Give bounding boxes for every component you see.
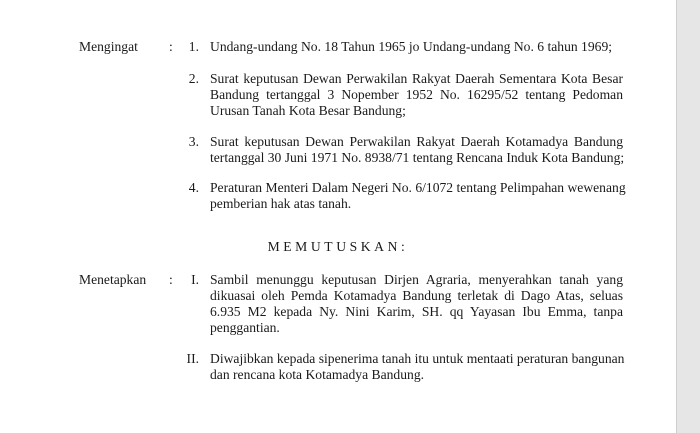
menetapkan-colon: :: [169, 272, 173, 287]
item-text-line: 6.935 M2 kepada Ny. Nini Karim, SH. qq Yayasan Ibu Emma, tanpa: [210, 304, 623, 319]
item-text-line: Surat keputusan Dewan Perwakilan Rakyat Daerah Sementara Kota Besar: [210, 71, 623, 86]
item-text-line: Surat keputusan Dewan Perwakilan Rakyat Daerah Kotamadya Bandung: [210, 134, 623, 149]
item-text-line: dan rencana kota Kotamadya Bandung.: [210, 367, 425, 382]
item-text-line: penggantian.: [210, 320, 280, 335]
item-text-line: Diwajibkan kepada sipenerima tanah itu untuk mentaati peraturan bangunan: [210, 351, 625, 366]
item-number: 1.: [188, 39, 199, 54]
item-number: 3.: [188, 134, 199, 149]
item-text-line: tertanggal 30 Juni 1971 No. 8938/71 tentang Rencana Induk Kota Bandung;: [210, 150, 625, 165]
item-text-line: dikuasai oleh Pemda Kotamadya Bandung terletak di Dago Atas, seluas: [210, 288, 623, 303]
menetapkan-label: Menetapkan: [79, 272, 147, 287]
item-text-line: Sambil menunggu keputusan Dirjen Agraria, menyerahkan tanah yang: [210, 272, 623, 287]
item-text-line: pemberian hak atas tanah.: [210, 196, 352, 211]
item-number: I.: [191, 272, 199, 287]
section-heading: MEMUTUSKAN:: [267, 239, 409, 254]
viewer-background-strip: [677, 0, 700, 433]
item-number: II.: [186, 351, 199, 366]
item-text-line: Peraturan Menteri Dalam Negeri No. 6/1072 tentang Pelimpahan wewenang: [210, 180, 626, 195]
mengingat-label: Mengingat: [79, 39, 138, 54]
item-text-line: Undang-undang No. 18 Tahun 1965 jo Undang-undang No. 6 tahun 1969;: [210, 39, 613, 54]
mengingat-colon: :: [169, 39, 173, 54]
item-text-line: Bandung tertanggal 3 Nopember 1952 No. 16295/52 tentang Pedoman: [210, 87, 623, 102]
item-number: 2.: [188, 71, 199, 86]
item-text-line: Urusan Tanah Kota Besar Bandung;: [210, 103, 406, 118]
item-number: 4.: [188, 180, 199, 195]
